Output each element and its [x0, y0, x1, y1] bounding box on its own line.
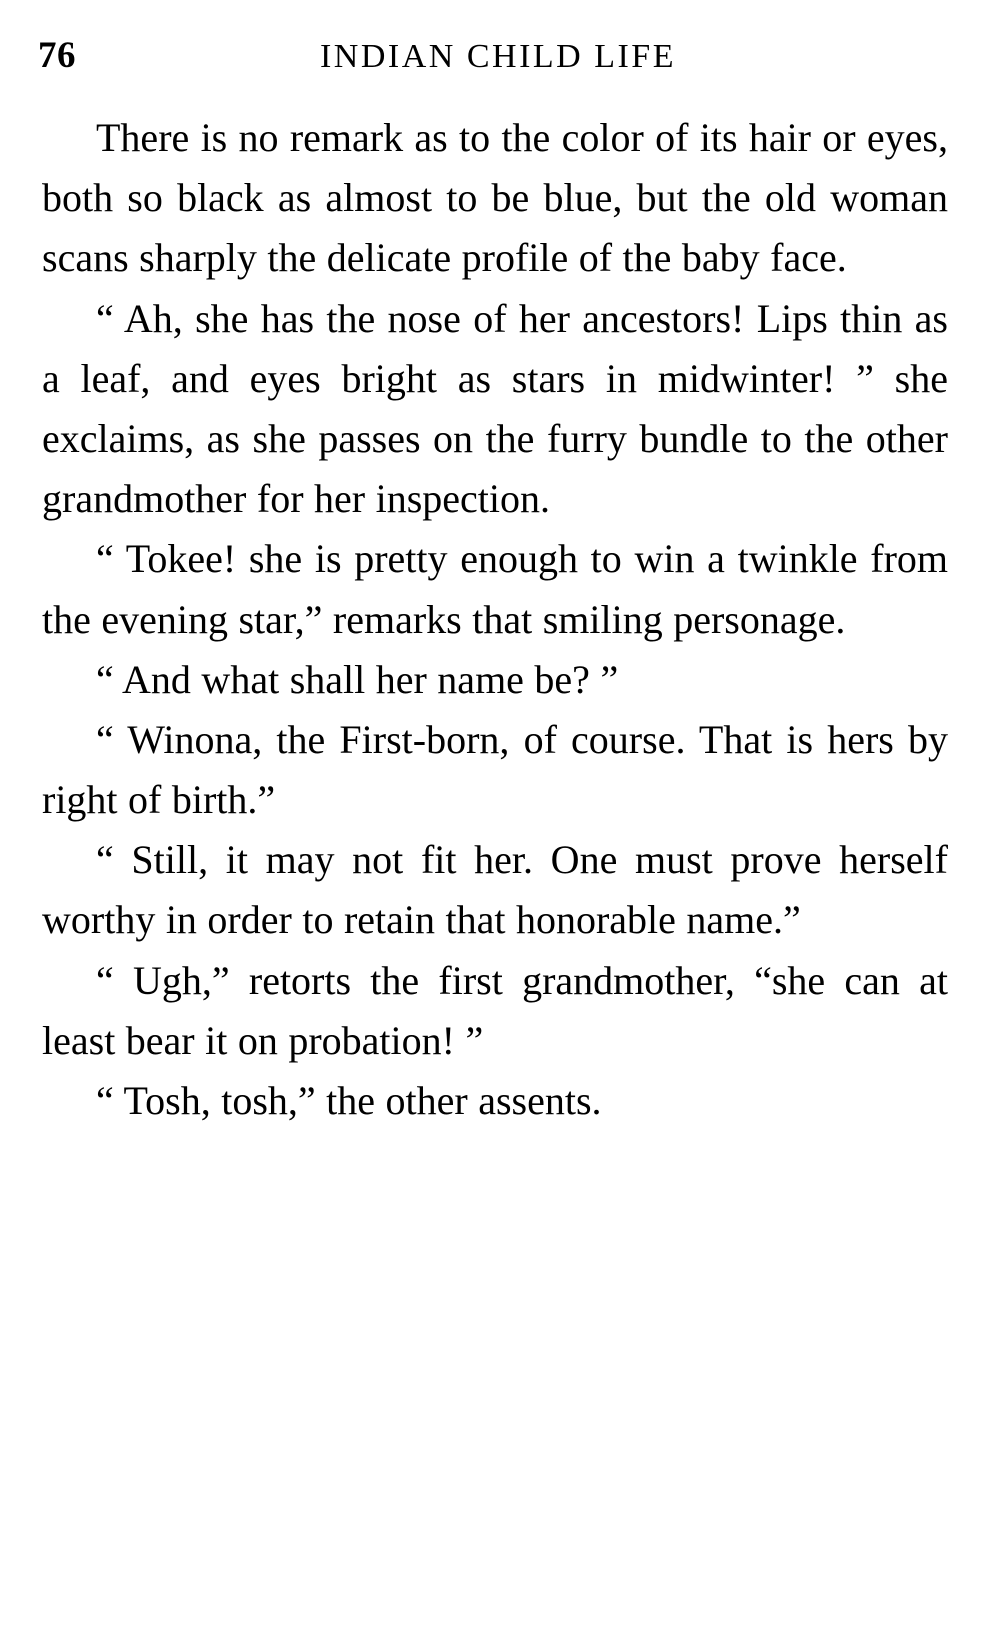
page-number: 76 [38, 35, 76, 76]
paragraph: There is no remark as to the color of its hair or eyes, both so black as almost to be blue, but the old woman scans sharply the delicate profile of the baby face. [42, 115, 948, 281]
page-header [38, 34, 958, 90]
paragraph: “ And what shall her name be? ” [96, 656, 619, 702]
paragraph: “ Ugh,” retorts the first grandmother, “she can at least bear it on probation! ” [42, 957, 948, 1063]
paragraph: “ Still, it may not fit her. One must prove herself worthy in order to retain that honorable name.” [42, 837, 948, 943]
body-text [38, 108, 958, 1131]
paragraph: “ Ah, she has the nose of her ancestors! Lips thin as a leaf, and eyes bright as stars in midwinter! ” she exclaims, as she passes on the furry bundle to the other grandmother for her inspection. [42, 295, 948, 522]
paragraph: “ Winona, the First-born, of course. That is hers by right of birth.” [42, 716, 948, 823]
running-head: INDIAN CHILD LIFE [319, 38, 676, 75]
paragraph: “ Tokee! she is pretty enough to win a twinkle from the evening star,” remarks that smiling personage. [42, 536, 948, 642]
paragraph: “ Tosh, tosh,” the other assents. [96, 1078, 602, 1123]
